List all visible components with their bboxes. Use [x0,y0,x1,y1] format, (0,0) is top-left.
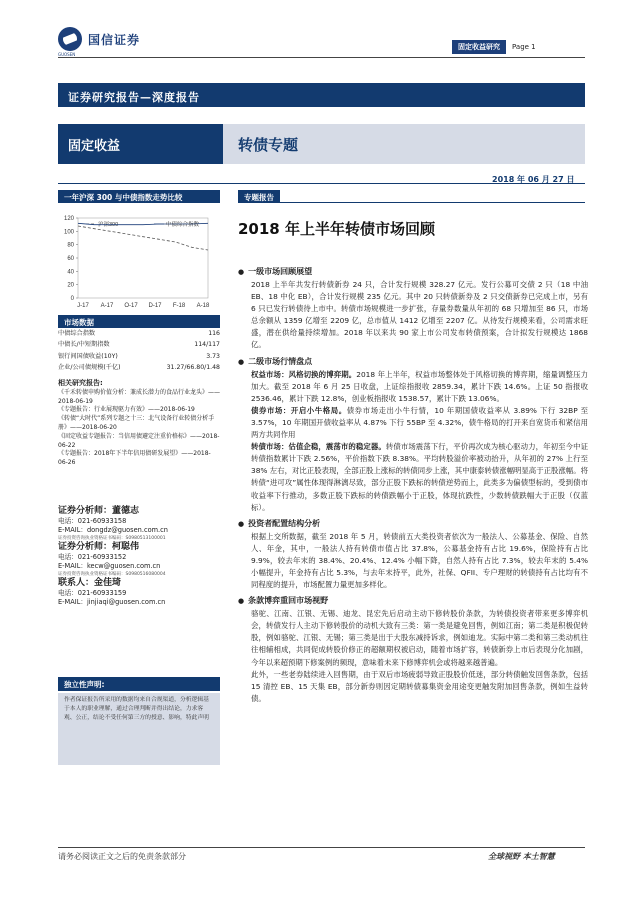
paragraph-text: 2018 年上半年，权益市场整体处于风格切换的博弈期，缩量调整压力加大。截至 2018 年 6 月 25 日收盘，上证综指报收 2859.34，累计下跌 14.6%。上证 50 指报收 2536.46，累计下跌 12.8%，创业板指报收 1538.57，累计下跌 13.06%。 [251,369,588,403]
market-value: 31.27/66.80/1.48 [166,363,220,371]
x-tick-label: D-17 [148,303,162,309]
analyst-email: E-MAIL：dongdz@guosen.com.cn [58,525,168,534]
paragraph-lead: 权益市场：风格切换的博弈期。 [251,369,357,379]
market-data-heading: 市场数据 [58,315,220,328]
related-item: 《专题报告：2018年下半年信用债研发展望》——2018-06-26 [58,450,211,467]
analyst-cert: 证券投资咨询执业资格证书编码：S0980516080004 [58,571,166,577]
report-tag: 专题报告 [238,190,280,203]
paragraph-text: 骆驼、江南、江银、无锡、迪龙、昆宏先后启动主动下修转股价条款，为转债投资者带来更多博弈机会，转债发行人主动下修转股价的动机大致有三类：第一类是避免回售，例如江南；第二类是积极促转股，例如骆驼、江银、无锡；第三类是出于大股东减持诉求，例如迪龙。实际中第二类和第三类动机往往相辅相成，共同促成转股价修正的超额期权被启动，随着市场扩容，转债新券上市后表现分化加剧，今年以来超预期下修案例的频现，意味着未来下修博弈机会或将越来越普遍。 [251,609,588,667]
paragraph-lead: 债券市场：开启小牛格局。 [251,405,347,415]
sector-label: 固定收益 [58,124,223,164]
market-row [58,328,220,339]
related-item: 《转债“大时代”系列专题之十三：北气设备行业转债分析手册》——2018-06-20 [58,415,215,431]
article-body [238,262,588,705]
y-tick-label: 100 [63,229,74,236]
footer-slogan: 全球视野 本土智慧 [488,852,555,861]
section-heading: ● 二级市场行情盘点 [238,355,588,369]
footer-divider [58,847,585,848]
analyst-contacts [58,506,220,606]
paragraph-text: 此外，一些老券陆续进入回售期，由于双后市场疲弱导致正股股价低迷，部分转债触发回售条款，包括 15 清控 EB、15 天集 EB，部分新券则因定期转债募集资金用途变更触发附加回售条款，例如生益转债。 [251,669,588,703]
analyst-phone: 电话：021-60933159 [58,588,127,597]
x-tick-label: O-17 [124,303,138,309]
analyst-phone: 电话：021-60933158 [58,517,127,525]
header-category: 固定收益研究 [452,40,506,54]
plot-area [78,218,208,298]
section-heading: ● 投资者配置结构分析 [238,517,588,531]
logo-text: 国信证券 [88,32,141,47]
related-item: 《固定收益专题报告：当信用债避定注重价格标》——2018-06-22 [58,432,220,449]
y-tick-label: 20 [67,282,74,289]
market-value: 114/117 [194,341,220,349]
related-research [58,379,220,468]
related-item: 《专题报告：行业展现驱力有效》——2018-06-19 [58,406,195,414]
analyst-email: E-MAIL：jinjiaqi@guosen.com.cn [58,597,166,606]
section-heading: ● 条款博弈重回市场视野 [238,594,588,608]
article-title: 2018 年上半年转债市场回顾 [238,220,435,238]
market-value: 116 [208,330,220,337]
report-type-banner: 证券研究报告—深度报告 [58,83,585,107]
analyst-name: 证券分析师：柯聪伟 [58,541,140,552]
paragraph [238,669,588,705]
paragraph-lead: 转债市场：估值企稳，震荡市的稳定器。 [251,442,386,452]
y-tick-label: 40 [67,269,74,276]
paragraph-text: 债券市场走出小牛行情，10 年期国债收益率从 3.89% 下行 32BP 至 3.57%，10 年期国开债收益率从 4.87% 下行 55BP 至 4.32%，债牛格局的打开来自宽货币和紧信用两方共同作用 [251,405,588,440]
paragraph-text: 2018 上半年共发行转债新券 24 只，合计发行规模 328.27 亿元。发行公募可交债 2 只（18 中油 EB、18 中化 EB），合计发行规模 235 亿元。其中 20 只转债新券及 2 只交债新券已完成上市，另有 6 只已发行转债待上市中。转债市场规模进一步扩张，存量券数量从年初的 68 只增加至 86 只，市场总余额从 1359 亿增至 2209 亿，总市值从 1412 亿增至 2207 亿。从待发行规模来看，公司需求旺盛，潜在供给量持续增加。2018 年以来共 90 家上市公司发布转债预案，合计拟发行规模达 1868 亿。 [251,280,588,350]
brand-logo [58,27,140,51]
market-value: 3.73 [206,352,220,360]
analyst-name: 证券分析师：董德志 [58,506,140,516]
y-tick-label: 0 [70,296,74,302]
market-label: 企业/公司债规模(千亿) [58,363,121,371]
paragraph [238,369,588,405]
header-right [452,40,542,54]
logo-subtext: GUOSEN [58,52,76,57]
x-tick-label: F-18 [172,303,186,309]
chart-heading: 一年沪深 300 与中债指数走势比较 [58,190,220,203]
report-tag-bar [238,190,585,203]
paragraph-text: 转债市场震荡下行，平价再次成为核心驱动力，年初至今中证转债指数累计下跌 2.56%，平价指数下跌 8.38%。平均转股溢价率被动抬升，从年初的 27% 上行至 38% 左右，对比正股表现，全部正股上涨标的转债同步上涨，其中康泰转债涨幅明显高于正股涨幅。将转债“进可攻”属性体现得淋漓尽致，部分正股下跌标的转债逆势而上，此类多为偏债型标的，受到债市收益率下行推动，多数正股下跌标的转债跌幅小于正股，体现抗跌性，少数转债跌幅大于正股（仅蓝标）。 [251,442,588,512]
paragraph [238,405,588,441]
paragraph [238,531,588,591]
series-line-0 [78,226,208,250]
market-row [58,339,220,350]
market-label: 银行间国债收益(10Y) [58,352,118,360]
market-label: 中债综合指数 [58,330,96,337]
report-date: 2018 年 06 月 27 日 [492,175,575,184]
paragraph [238,608,588,668]
disclaimer-text: 作者保证报告所采用的数据均来自合规渠道，分析逻辑基于本人的职业理解，通过合理判断并得出结论，力求客观、公正，结论不受任何第三方的授意、影响，特此声明 [58,693,220,765]
analyst-name: 联系人：金佳琦 [58,577,122,588]
related-heading: 相关研究报告: [58,379,103,387]
legend-label: 中债综合指数 [166,222,200,228]
paragraph-text: 根据上交所数据，截至 2018 年 5 月，转债前五大类投资者依次为一般法人、公募基金、保险、自然人、年金，其中，一般法人持有转债市值占比 37.8%，公募基金持有占比 19.6%，保险持有占比 9.9%，较去年末的 38.4%、20.4%、12.4% 小幅下降，自然人持有占比 7.3%，较去年末的 5.4% 小幅提升，年金持有占比 5.3%，与去年末持平，此外，社保、QFII、专户理财的转债持有占比均有不同程度的提升，市场配置力量更加多样化。 [251,531,588,590]
header-divider [58,57,585,58]
disclaimer-heading: 独立性声明: [58,677,220,691]
y-tick-label: 80 [67,242,74,249]
paragraph [238,279,588,352]
market-data-table [58,328,220,373]
analyst-cert: 证券投资咨询执业资格证书编码：S0980513100001 [58,535,166,541]
analyst-phone: 电话：021-60933152 [58,552,127,561]
page-number: Page 1 [512,43,536,51]
legend-label: 沪深300 [98,222,119,228]
index-comparison-chart [58,206,220,312]
x-tick-label: A-17 [100,303,114,309]
related-item: 《千禾转债申购价值分析：兼成长潜力的食品行业龙头》——2018-06-19 [58,388,221,405]
logo-icon [58,27,82,51]
market-row [58,351,220,362]
analyst-email: E-MAIL：kecw@guosen.com.cn [58,561,161,570]
paragraph [238,441,588,514]
y-tick-label: 60 [67,256,74,262]
topic-label: 转债专题 [238,136,299,154]
x-tick-label: A-18 [196,303,210,309]
footer-disclaimer: 请务必阅读正文之后的免责条款部分 [58,852,186,861]
market-label: 中债长/中短期指数 [58,341,110,349]
section-heading: ● 一级市场回顾展望 [238,265,588,279]
market-row [58,362,220,373]
y-tick-label: 120 [63,216,74,222]
x-tick-label: J-17 [77,303,89,309]
